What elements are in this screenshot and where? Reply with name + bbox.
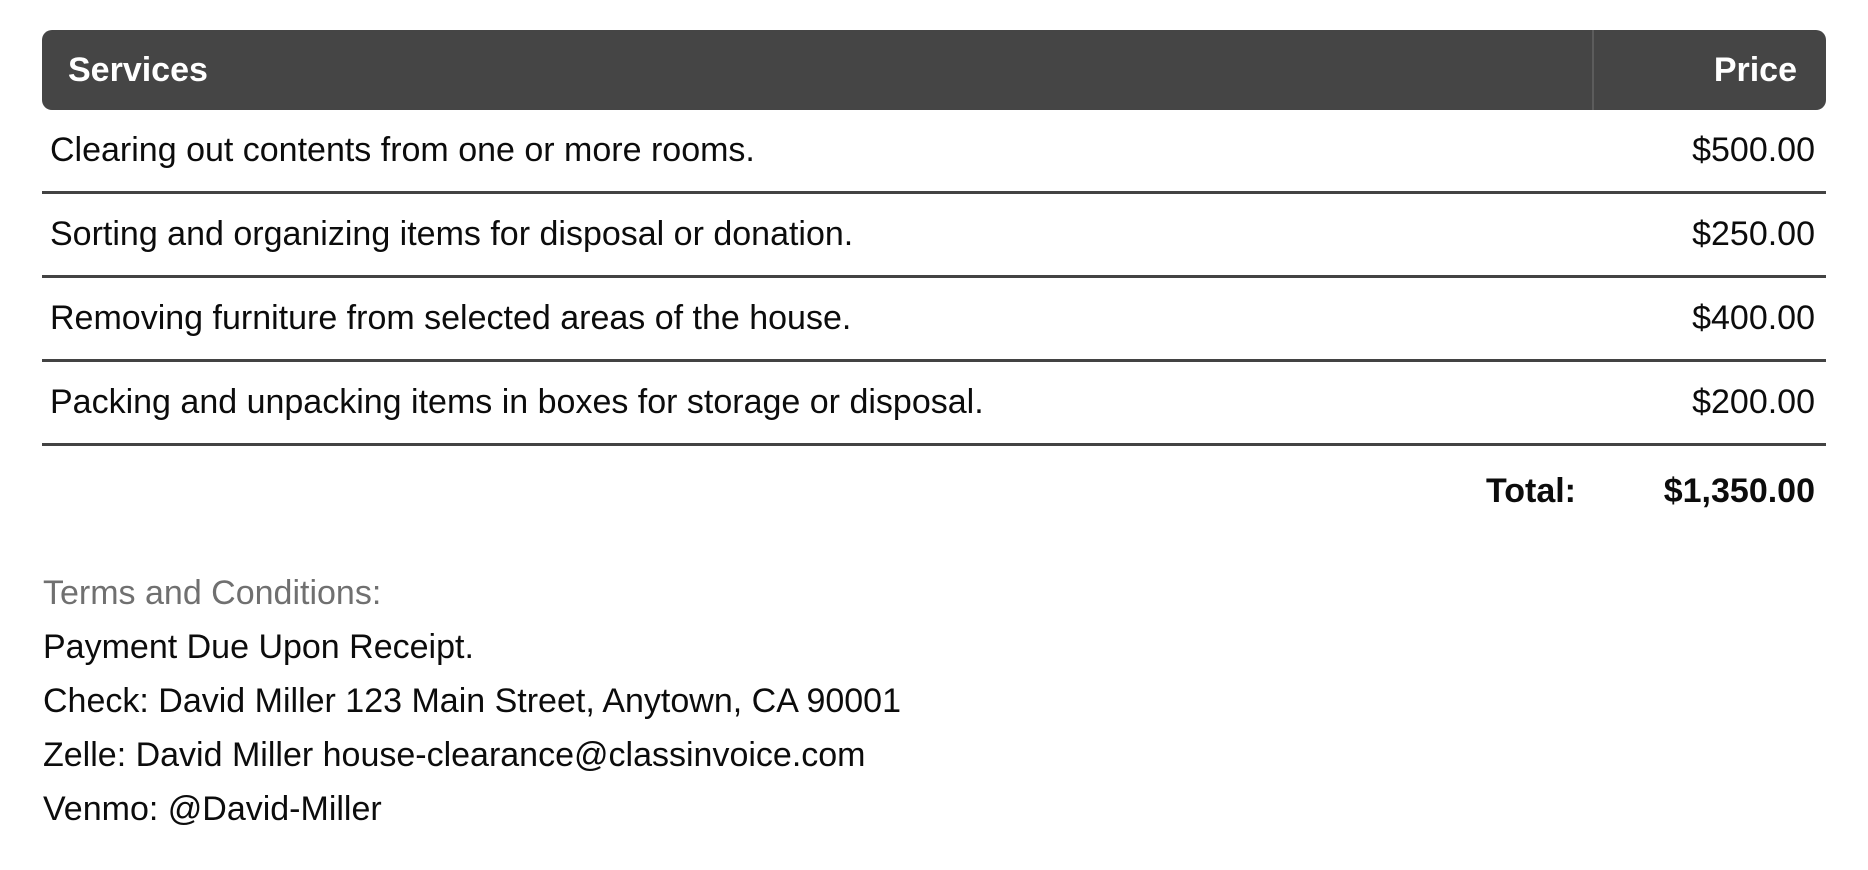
table-row [42, 194, 1826, 278]
table-header-row [42, 30, 1826, 110]
service-price: $200.00 [1692, 383, 1815, 421]
price-column-header: Price [1713, 50, 1797, 89]
table-row [42, 362, 1826, 446]
service-description: Packing and unpacking items in boxes for storage or disposal. [50, 383, 984, 421]
terms-line-venmo: Venmo: @David-Miller [43, 790, 382, 828]
invoice-page [0, 30, 1868, 870]
services-column-header: Services [68, 50, 208, 89]
terms-line-check: Check: David Miller 123 Main Street, Anytown, CA 90001 [43, 682, 901, 720]
total-label: Total: [1485, 471, 1576, 510]
service-price: $250.00 [1692, 215, 1815, 253]
terms-line-payment: Payment Due Upon Receipt. [43, 628, 474, 666]
service-description: Sorting and organizing items for disposal or donation. [50, 215, 854, 253]
table-row [42, 110, 1826, 194]
service-price: $400.00 [1692, 299, 1815, 337]
terms-section [43, 566, 1826, 836]
service-description: Clearing out contents from one or more rooms. [50, 131, 755, 169]
total-value: $1,350.00 [1663, 471, 1815, 510]
table-row [42, 278, 1826, 362]
header-column-divider [1592, 30, 1594, 110]
services-table [42, 30, 1826, 536]
terms-heading: Terms and Conditions: [43, 574, 382, 612]
total-row [42, 446, 1826, 536]
terms-line-zelle: Zelle: David Miller house-clearance@classinvoice.com [43, 736, 866, 774]
service-description: Removing furniture from selected areas of the house. [50, 299, 852, 337]
service-price: $500.00 [1692, 131, 1815, 169]
